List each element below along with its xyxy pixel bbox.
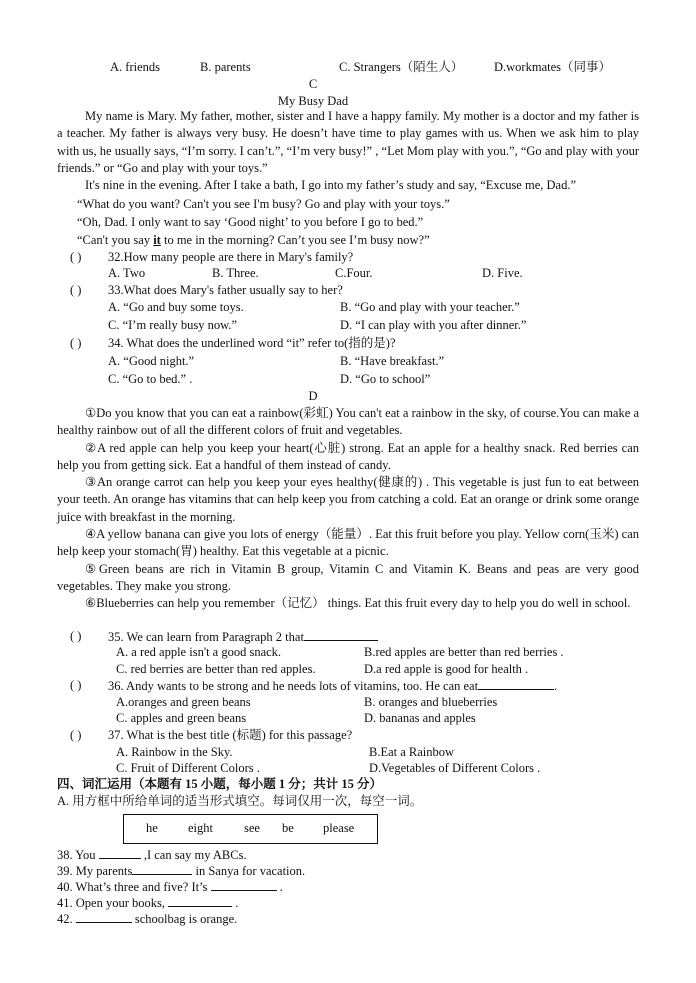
item-39: [57, 862, 305, 879]
item-39-post: in Sanya for vacation.: [192, 864, 306, 878]
item-41-post: .: [232, 896, 239, 910]
q35-option-d: D.a red apple is good for health .: [364, 662, 529, 676]
q35-blank[interactable]: [304, 628, 378, 641]
passage-d-paragraph-3: ③An orange carrot can help you keep your eyes healthy(健康的) . This vegetable is just fun to eat between your teeth. An orange has vitamins that can help keep you from catching a cold. Eat an orange or drink some orange juice with breakfast in the morning.: [57, 475, 639, 524]
q34-option-d: D. “Go to school”: [340, 372, 431, 386]
item-41-pre: 41. Open your books,: [57, 896, 169, 910]
word-box-word-2: eight: [188, 821, 213, 835]
word-box-word-4: be: [282, 821, 294, 835]
item-42-blank[interactable]: [76, 910, 132, 923]
item-40-pre: 40. What’s three and five? It’s: [57, 880, 211, 894]
item-42-post: schoolbag is orange.: [131, 912, 238, 926]
word-box-word-5: please: [323, 821, 355, 835]
passage-d-letter: D: [308, 389, 318, 403]
item-39-blank[interactable]: [132, 862, 192, 875]
item-41: [57, 894, 238, 911]
passage-d-paragraph-6: ⑥Blueberries can help you remember（记忆） things. Eat this fruit every day to help you do well in school.: [85, 596, 631, 611]
q35-stem: 35. We can learn from Paragraph 2 that: [108, 630, 304, 644]
q35-option-a: A. a red apple isn't a good snack.: [116, 645, 282, 659]
prev-option-a: A. friends: [110, 60, 160, 74]
item-40: [57, 878, 283, 895]
item-38-pre: 38. You: [57, 848, 99, 862]
q35-stem-line: [108, 628, 378, 645]
q32-option-a: A. Two: [108, 266, 146, 280]
item-42: [57, 910, 237, 927]
section-4-heading: 四、词汇运用（本题有 15 小题，每小题 1 分；共计 15 分）: [57, 777, 383, 791]
item-38-post: ,I can say my ABCs.: [140, 848, 247, 862]
q36-blank[interactable]: [478, 677, 554, 690]
item-42-pre: 42.: [57, 912, 76, 926]
q36-answer-paren[interactable]: ( ): [70, 678, 82, 692]
q34-option-c: C. “Go to bed.” .: [108, 372, 193, 386]
passage-c-paragraph-2: It's nine in the evening. After I take a bath, I go into my father’s study and say, “Excuse me, Dad.”: [85, 178, 576, 193]
passage-d-paragraph-2: ②A red apple can help you keep your heart(心脏) strong. Eat an apple for a healthy snack. Red berries can help you from getting sick. Eat a handful of them instead of candy.: [57, 440, 639, 472]
q32-answer-paren[interactable]: ( ): [70, 250, 82, 264]
q36-option-d: D. bananas and apples: [364, 711, 476, 725]
q34-option-b: B. “Have breakfast.”: [340, 354, 445, 368]
q34-option-a: A. “Good night.”: [108, 354, 195, 368]
passage-d-body: [57, 405, 639, 613]
q33-option-d: D. “I can play with you after dinner.”: [340, 318, 527, 332]
item-39-pre: 39. My parents: [57, 864, 133, 878]
passage-c-title: My Busy Dad: [277, 94, 349, 108]
q32-stem: 32.How many people are there in Mary's family?: [108, 250, 354, 264]
passage-c-dialogue-1: “What do you want? Can't you see I'm busy? Go and play with your toys.”: [77, 197, 450, 211]
prev-option-d: D.workmates（同事）: [494, 60, 611, 74]
underlined-word-it: it: [153, 233, 161, 247]
q35-answer-paren[interactable]: ( ): [70, 629, 82, 643]
q37-option-b: B.Eat a Rainbow: [369, 745, 455, 759]
item-41-blank[interactable]: [168, 894, 232, 907]
dialogue-3-pre: “Can't you say: [77, 233, 154, 247]
passage-d-paragraph-5: ⑤Green beans are rich in Vitamin B group, Vitamin C and Vitamin K. Beans and peas are very good vegetables. They make you strong.: [57, 561, 639, 593]
q34-answer-paren[interactable]: ( ): [70, 336, 82, 350]
q33-stem: 33.What does Mary's father usually say to her?: [108, 283, 343, 297]
q35-option-b: B.red apples are better than red berries .: [364, 645, 564, 659]
passage-c-dialogue-2: “Oh, Dad. I only want to say ‘Good night’ to you before I go to bed.”: [77, 215, 424, 229]
passage-c-paragraph-1: My name is Mary. My father, mother, sister and I have a happy family. My mother is a doctor and my father is a teacher. My father is always very busy. He doesn’t have time to play games with us. When we ask him to play with us, he usually says, “I’m sorry. I can’t.”, “I’m very busy!” , “Let Mom play with you.”, “Go and play with your friends.” or “Go and play with your toys.”: [57, 109, 639, 175]
passage-d-paragraph-1: ①Do you know that you can eat a rainbow(彩虹) You can't eat a rainbow in the sky, of course.You can make a healthy rainbow out of all the different colors of fruit and vegetables.: [57, 406, 639, 438]
item-40-post: .: [276, 880, 283, 894]
q36-stem: 36. Andy wants to be strong and he needs lots of vitamins, too. He can eat: [108, 679, 479, 693]
q37-stem: 37. What is the best title (标题) for this passage?: [108, 728, 353, 742]
section-4-instruction: A. 用方框中所给单词的适当形式填空。每词仅用一次，每空一词。: [57, 794, 423, 808]
q34-stem: 34. What does the underlined word “it” refer to(指的是)?: [108, 336, 396, 350]
passage-c-body: [57, 108, 639, 194]
item-40-blank[interactable]: [211, 878, 277, 891]
q36-option-a: A.oranges and green beans: [116, 695, 251, 709]
item-38: [57, 846, 247, 863]
q32-option-d: D. Five.: [482, 266, 523, 280]
word-box-word-1: he: [146, 821, 158, 835]
q32-option-c: C.Four.: [335, 266, 373, 280]
prev-option-c: C. Strangers（陌生人）: [339, 60, 464, 74]
q33-option-b: B. “Go and play with your teacher.”: [340, 300, 520, 314]
passage-d-paragraph-4: ④A yellow banana can give you lots of energy（能量）. Eat this fruit before you play. Yellow corn(玉米) can help keep your stomach(胃) healthy. Eat this vegetable at a picnic.: [57, 527, 639, 559]
q32-option-b: B. Three.: [212, 266, 259, 280]
q37-answer-paren[interactable]: ( ): [70, 728, 82, 742]
q37-option-c: C. Fruit of Different Colors .: [116, 761, 260, 775]
passage-c-letter: C: [308, 77, 318, 91]
q36-option-c: C. apples and green beans: [116, 711, 247, 725]
q36-stem-line: 36. Andy wants to be strong and he needs lots of vitamins, too. He can eat .: [108, 679, 558, 693]
q33-option-a: A. “Go and buy some toys.: [108, 300, 244, 314]
dialogue-3-post: to me in the morning? Can’t you see I’m busy now?”: [160, 233, 430, 247]
q35-option-c: C. red berries are better than red apples.: [116, 662, 316, 676]
prev-option-b: B. parents: [200, 60, 251, 74]
q36-option-b: B. oranges and blueberries: [364, 695, 498, 709]
passage-c-dialogue-3: [77, 232, 430, 248]
q33-answer-paren[interactable]: ( ): [70, 283, 82, 297]
q37-option-a: A. Rainbow in the Sky.: [116, 745, 233, 759]
item-38-blank[interactable]: [99, 846, 141, 859]
word-box: [123, 814, 378, 844]
q37-option-d: D.Vegetables of Different Colors .: [369, 761, 541, 775]
word-box-word-3: see: [244, 821, 260, 835]
q33-option-c: C. “I’m really busy now.”: [108, 318, 238, 332]
